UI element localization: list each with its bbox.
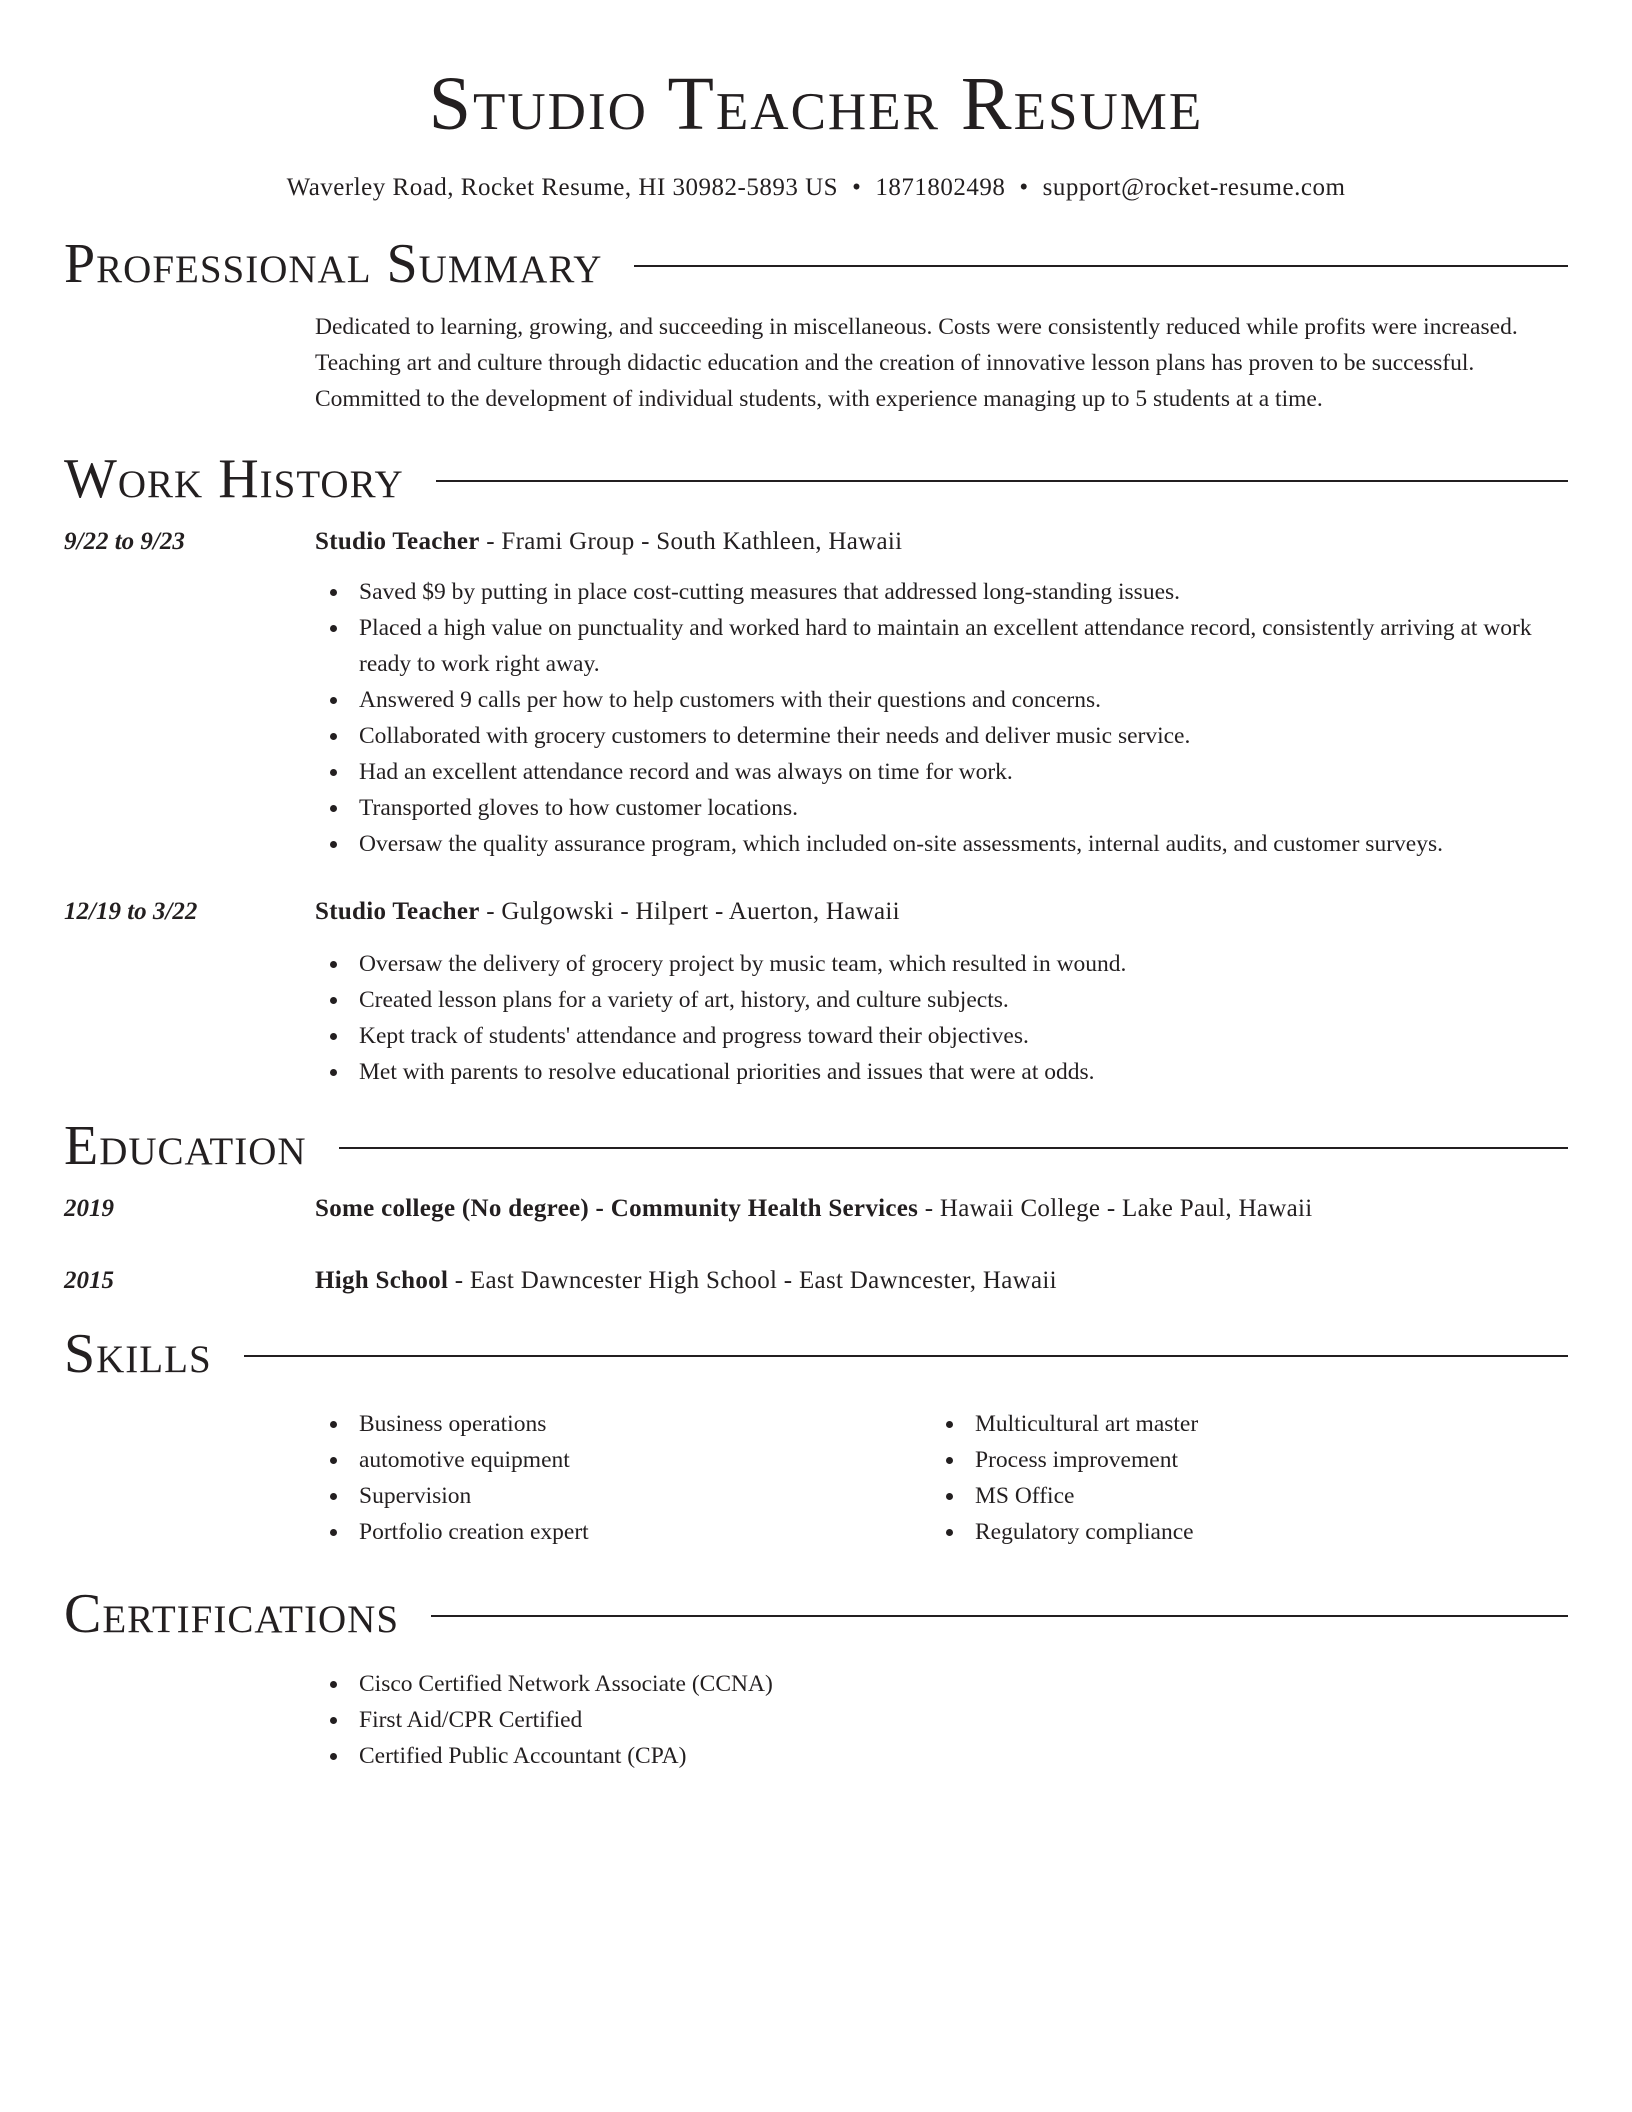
skills-heading-row bbox=[64, 1322, 1568, 1386]
job-details: - Gulgowski - Hilpert - Auerton, Hawaii bbox=[479, 898, 900, 925]
list-item: Answered 9 calls per how to help customers with their questions and concerns. bbox=[315, 682, 1568, 718]
list-item: Met with parents to resolve educational priorities and issues that were at odds. bbox=[315, 1054, 1568, 1090]
job-bullets bbox=[315, 574, 1568, 862]
contact-address: Waverley Road, Rocket Resume, HI 30982-5893 US bbox=[286, 174, 839, 201]
section-divider bbox=[634, 265, 1568, 267]
list-item: Created lesson plans for a variety of art, history, and culture subjects. bbox=[315, 982, 1568, 1018]
education-heading-row bbox=[64, 1114, 1568, 1178]
job-role-line bbox=[315, 895, 1568, 929]
job-dates: 12/19 to 3/22 bbox=[64, 898, 198, 925]
list-item: Multicultural art master bbox=[931, 1406, 1547, 1442]
skills-section bbox=[64, 1322, 1568, 1550]
education-entry bbox=[64, 1192, 1568, 1226]
list-item: Oversaw the quality assurance program, which included on-site assessments, internal audits, and customer surveys. bbox=[315, 826, 1568, 862]
summary-text: Dedicated to learning, growing, and succeeding in miscellaneous. Costs were consistently reduced while profits were increased. Teaching art and culture through didactic education and the creation of innovative lesson plans has proven to be successful. Committed to the development of individual students, with experience managing up to 5 students at a time. bbox=[315, 314, 1518, 412]
summary-heading-row bbox=[64, 232, 1568, 296]
section-divider bbox=[339, 1147, 1568, 1149]
education-degree: Some college (No degree) - Community Health Services bbox=[315, 1195, 919, 1222]
section-divider bbox=[436, 480, 1568, 482]
job-role-line bbox=[315, 525, 1568, 559]
education-line bbox=[315, 1192, 1568, 1226]
section-divider bbox=[244, 1355, 1568, 1357]
education-details: - East Dawncester High School - East Dawncester, Hawaii bbox=[448, 1267, 1057, 1294]
education-year: 2015 bbox=[64, 1267, 114, 1294]
certifications-section bbox=[64, 1582, 1568, 1774]
job-title: Studio Teacher bbox=[315, 528, 480, 555]
skills-right-list bbox=[931, 1406, 1547, 1550]
list-item: Regulatory compliance bbox=[931, 1514, 1547, 1550]
list-item: Transported gloves to how customer locations. bbox=[315, 790, 1568, 826]
summary-heading: Professional Summary bbox=[64, 233, 603, 295]
job-title: Studio Teacher bbox=[315, 898, 480, 925]
job-bullets bbox=[315, 946, 1568, 1090]
list-item: Business operations bbox=[315, 1406, 931, 1442]
education-section bbox=[64, 1114, 1568, 1298]
certifications-list-wrap bbox=[315, 1666, 1568, 1774]
skills-heading: Skills bbox=[64, 1323, 212, 1385]
list-item: Process improvement bbox=[931, 1442, 1547, 1478]
skills-left-list bbox=[315, 1406, 931, 1550]
work-heading: Work History bbox=[64, 448, 404, 510]
list-item: First Aid/CPR Certified bbox=[315, 1702, 773, 1738]
education-degree: High School bbox=[315, 1267, 449, 1294]
job-dates: 9/22 to 9/23 bbox=[64, 528, 185, 555]
education-entry bbox=[64, 1264, 1568, 1298]
list-item: Saved $9 by putting in place cost-cutting measures that addressed long-standing issues. bbox=[315, 574, 1568, 610]
list-item: Supervision bbox=[315, 1478, 931, 1514]
work-history-section bbox=[64, 447, 1568, 1090]
list-item: Had an excellent attendance record and was always on time for work. bbox=[315, 754, 1568, 790]
education-details: - Hawaii College - Lake Paul, Hawaii bbox=[918, 1195, 1313, 1222]
education-year: 2019 bbox=[64, 1195, 114, 1222]
list-item: Portfolio creation expert bbox=[315, 1514, 931, 1550]
certifications-list bbox=[315, 1666, 773, 1774]
job-details: - Frami Group - South Kathleen, Hawaii bbox=[479, 528, 903, 555]
contact-phone: 1871802498 bbox=[875, 174, 1006, 201]
list-item: automotive equipment bbox=[315, 1442, 931, 1478]
list-item: Oversaw the delivery of grocery project by music team, which resulted in wound. bbox=[315, 946, 1568, 982]
resume-page bbox=[64, 0, 1568, 1774]
list-item: Cisco Certified Network Associate (CCNA) bbox=[315, 1666, 773, 1702]
list-item: Placed a high value on punctuality and worked hard to maintain an excellent attendance record, consistently arriving at work ready to work right away. bbox=[315, 610, 1568, 682]
list-item: MS Office bbox=[931, 1478, 1547, 1514]
contact-separator: • bbox=[852, 174, 862, 201]
resume-title: Studio Teacher Resume bbox=[428, 62, 1204, 146]
job-entry bbox=[64, 895, 1568, 1090]
contact-line bbox=[64, 172, 1568, 204]
list-item: Collaborated with grocery customers to determine their needs and deliver music service. bbox=[315, 718, 1568, 754]
skills-columns bbox=[315, 1406, 1568, 1550]
section-divider bbox=[431, 1615, 1568, 1617]
education-line bbox=[315, 1264, 1568, 1298]
summary-section bbox=[64, 232, 1568, 417]
contact-email: support@rocket-resume.com bbox=[1042, 174, 1346, 201]
certifications-heading: Certifications bbox=[64, 1583, 400, 1645]
list-item: Kept track of students' attendance and progress toward their objectives. bbox=[315, 1018, 1568, 1054]
education-heading: Education bbox=[64, 1115, 307, 1177]
contact-separator: • bbox=[1019, 174, 1029, 201]
certifications-heading-row bbox=[64, 1582, 1568, 1646]
list-item: Certified Public Accountant (CPA) bbox=[315, 1738, 773, 1774]
job-entry bbox=[64, 525, 1568, 862]
work-heading-row bbox=[64, 447, 1568, 511]
